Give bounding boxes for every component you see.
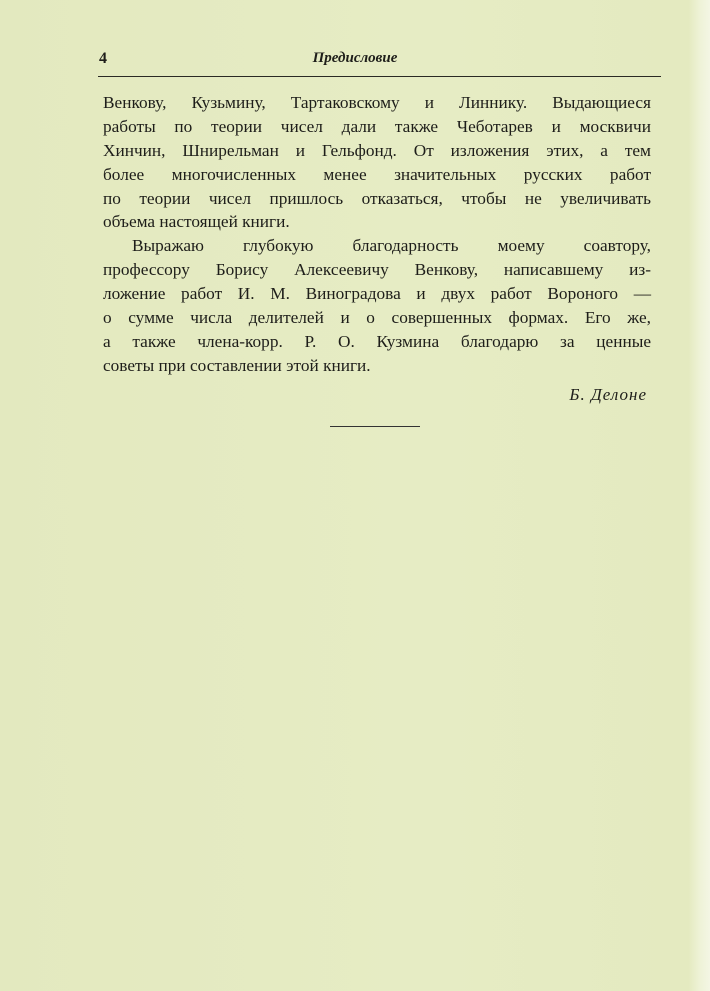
- text-line: объема настоящей книги.: [103, 212, 290, 231]
- text-line: Хинчин, Шнирельман и Гельфонд. От изложения этих, а тем: [103, 141, 651, 160]
- text-line: Выражаю глубокую благодарность моему соавтору,: [132, 236, 651, 255]
- text-line: ложение работ И. М. Виноградова и двух работ Вороного —: [103, 284, 651, 303]
- text-line: Венкову, Кузьмину, Тартаковскому и Линнику. Выдающиеся: [103, 93, 651, 112]
- text-line: более многочисленных менее значительных русских работ: [103, 165, 651, 184]
- text-line: о сумме числа делителей и о совершенных формах. Его же,: [103, 308, 651, 327]
- text-line: работы по теории чисел дали также Чеботарев и москвичи: [103, 117, 651, 136]
- text-line: советы при составлении этой книги.: [103, 356, 371, 375]
- section-end-rule: [330, 426, 420, 427]
- text-line: а также члена-корр. Р. О. Кузмина благодарю за ценные: [103, 332, 651, 351]
- page-number: 4: [99, 50, 107, 67]
- running-header-title: Предисловие: [312, 50, 398, 66]
- text-line: по теории чисел пришлось отказаться, чтобы не увеличивать: [103, 189, 651, 208]
- signature: Б. Делоне: [569, 385, 647, 404]
- text-line: профессору Борису Алексеевичу Венкову, написавшему из-: [103, 260, 651, 279]
- header-rule: [98, 76, 661, 77]
